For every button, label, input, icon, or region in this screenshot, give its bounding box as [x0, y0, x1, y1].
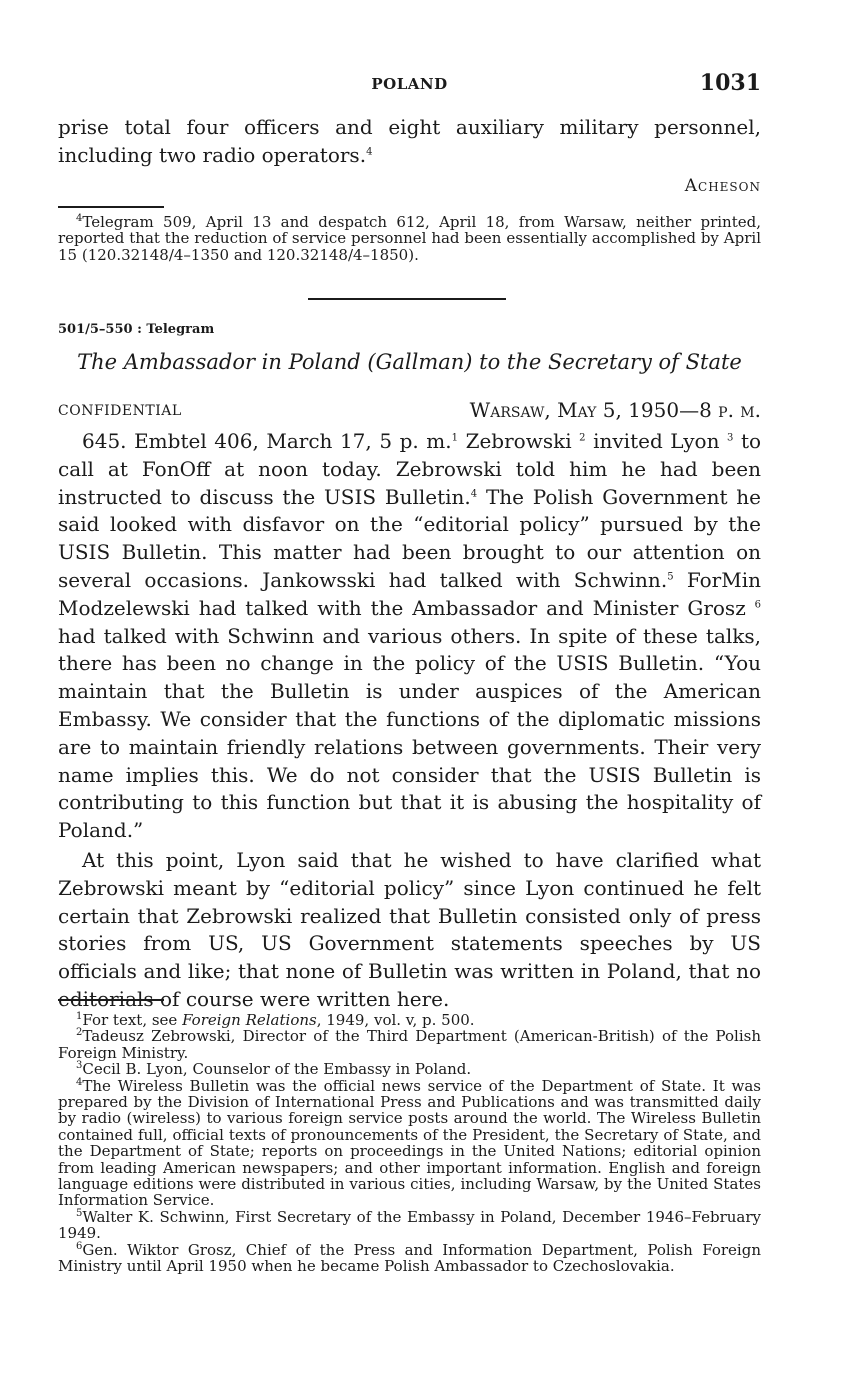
paragraph-2: At this point, Lyon said that he wished to have clarified what Zebrowski meant by “editorial policy” since Lyon continued he felt certain that Zebrowski realized that Bulletin consisted only of press stories from US, US Government statements speeches by US officials and like; that none of Bulletin was written in Poland, that no editorials of course were written here. — [58, 847, 761, 1011]
paragraph-1: 645. Embtel 406, March 17, 5 p. m.$^1$ Zebrowski $^2$ invited Lyon $^3$ to call at FonOff at noon today. Zebrowski told him he had been instructed to discuss the USIS Bulletin.$^4$ The Polish Government he said looked with disfavor on the “editorial policy” pursued by the USIS Bulletin. This matter had been brought to our attention on several occasions. Jankowsski had talked with Schwinn.$^5$ ForMin Modzelewski had talked with the Ambassador and Minister Grosz $^6$ had talked with Schwinn and various others. In spite of these talks, there has been no change in the policy of the USIS Bulletin. “You maintain that the Bulletin is under auspices of the American Embassy. We consider that the functions of the diplomatic missions are to maintain friendly relations between governments. Their very name implies this. We do not consider that the USIS Bulletin is contributing to this function but that it is abusing the hospitality of Poland.” — [58, 429, 762, 843]
signature: Acheson — [684, 176, 761, 196]
page-header — [58, 70, 761, 104]
page-number: 1031 — [699, 70, 761, 96]
footnote-3: $^3$Cecil B. Lyon, Counselor of the Embassy in Poland. — [76, 1060, 472, 1079]
section-divider — [308, 298, 506, 300]
footnote-ref: 4 — [366, 146, 373, 158]
top-footnote — [58, 214, 761, 263]
footnote-4: $^4$The Wireless Bulletin was the official news service of the Department of State. It was prepared by the Division of International Press and Publications and was transmitted daily by radio (wireless) to various foreign service posts around the world. The Wireless Bulletin contained full, official texts of pronouncements of the President, the Secretary of State, and the Department of State; reports on proceedings in the United Nations; editorial opinion from leading American newspapers; and other important information. English and foreign language editions were distributed in various cities, including Warsaw, by the United States Information Service. — [58, 1076, 761, 1210]
footnote-text: Telegram 509, April 13 and despatch 612, April 18, from Warsaw, neither printed, reported that the reduction of service personnel had been essentially accomplished by April 15 (120.32148/4–1350 and 120.32148/4–1850). — [58, 213, 761, 264]
continued-paragraph — [58, 114, 761, 170]
footnote-2: $^2$Tadeusz Zebrowski, Director of the Third Department (American-British) of the Polish Foreign Ministry. — [58, 1027, 761, 1062]
continued-paragraph-text: prise total four officers and eight auxiliary military personnel, including two radio operators. — [58, 115, 761, 167]
dateline: Warsaw, May 5, 1950—8 p. m. — [469, 398, 761, 422]
footnote-5: $^5$Walter K. Schwinn, First Secretary of the Embassy in Poland, December 1946–February 1949. — [58, 1207, 761, 1243]
document-title: The Ambassador in Poland (Gallman) to the Secretary of State — [77, 350, 742, 374]
footnote-6: $^6$Gen. Wiktor Grosz, Chief of the Press and Information Department, Polish Foreign Ministry until April 1950 when he became Polish Ambassador to Czechoslovakia. — [58, 1240, 761, 1276]
footnote-1: $^1$For text, see Foreign Relations, 1949, vol. v, p. 500. — [76, 1011, 475, 1029]
footnotes — [58, 1012, 761, 1275]
footnote-marker: 4 — [76, 213, 83, 224]
footnote-ref: 6 — [754, 599, 761, 611]
footnote-ref: 4 — [470, 487, 478, 499]
footnote-ref: 5 — [667, 571, 674, 583]
footnote-ref: 1 — [451, 432, 459, 444]
footnote-ref: 3 — [727, 432, 734, 444]
classification-label: CONFIDENTIAL — [58, 403, 182, 419]
footnote-divider — [58, 206, 164, 208]
footnote-ref: 2 — [579, 432, 586, 444]
running-title: POLAND — [371, 75, 448, 93]
telegram-body — [58, 428, 761, 1014]
footnote-divider — [58, 999, 164, 1001]
file-reference: 501/5–550 : Telegram — [58, 322, 215, 337]
